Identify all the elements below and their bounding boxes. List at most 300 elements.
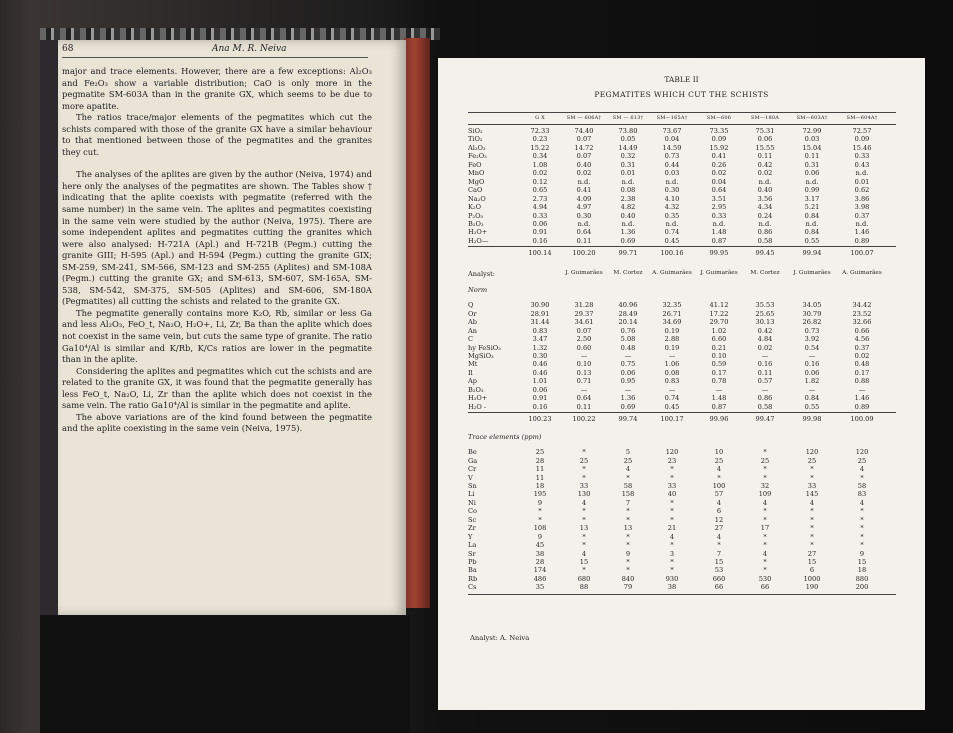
- table-cell: 0.95: [620, 377, 636, 386]
- table-cell: 0.58: [757, 236, 773, 245]
- table-cell: n.d.: [805, 177, 819, 186]
- table-cell: 1.46: [854, 228, 870, 237]
- table-cell: 23.52: [852, 309, 872, 318]
- row-label: La: [468, 541, 477, 550]
- header-rule: [62, 57, 368, 58]
- table-cell: 0.08: [664, 368, 680, 377]
- table-cell: n.d.: [855, 219, 869, 228]
- table-cell: 120: [855, 448, 869, 457]
- table-cell: 99.45: [755, 249, 775, 258]
- table-cell: 660: [712, 574, 726, 583]
- row-label: Ga: [468, 456, 478, 465]
- table-cell: 0.87: [711, 402, 727, 411]
- table-cell: 73.67: [662, 127, 682, 135]
- table-cell: —: [580, 385, 588, 394]
- table-cell: 45: [535, 541, 545, 550]
- row-label: Sr: [468, 549, 476, 558]
- row-label: Be: [468, 448, 477, 457]
- table-cell: 30.13: [755, 318, 775, 327]
- table-cell: 145: [805, 490, 819, 499]
- table-cell: *: [860, 524, 864, 533]
- row-label: Ab: [468, 318, 477, 327]
- row-label: SiO₂: [468, 127, 483, 135]
- table-cell: 1.82: [804, 377, 820, 386]
- table-cell: 30.90: [530, 301, 550, 310]
- table-cell: *: [582, 465, 586, 474]
- table-cell: 4: [762, 498, 768, 507]
- table-cell: 0.91: [532, 228, 548, 237]
- table-cell: 33: [579, 481, 589, 490]
- table-cell: *: [763, 448, 767, 457]
- table-cell: n.d.: [665, 219, 679, 228]
- table-cell: 190: [805, 583, 819, 592]
- table-top-rule: [468, 112, 896, 113]
- table-cell: —: [624, 352, 632, 360]
- table-cell: 0.73: [664, 152, 680, 161]
- table-cell: 14.72: [574, 143, 594, 152]
- table-cell: 4.94: [532, 203, 548, 212]
- table-cell: 0.24: [757, 211, 773, 220]
- table-cell: 5.21: [804, 203, 820, 212]
- right-page: [438, 58, 925, 710]
- table-cell: 53: [714, 566, 724, 575]
- running-author: Ana M. R. Neiva: [212, 44, 287, 54]
- table-cell: 108: [533, 524, 547, 533]
- table-cell: 0.74: [664, 228, 680, 237]
- table-cell: 0.33: [854, 152, 870, 161]
- table-cell: 0.02: [576, 169, 592, 178]
- row-label: C: [468, 335, 474, 344]
- table-cell: 100.14: [528, 249, 552, 258]
- paragraph: The analyses of the aplites are given by the author (Neiva, 1974) and here only the analyses of the pegmatites are shown. The Tables show † indicating that the aplite coexists with pegmatite (referred with the same number) in the same vein. The aplites and pegmatites coexisting in the same vein were studied by the author (Neiva, 1975). There are some independent aplites and pegmatites cutting the granites which were also analysed: H-721A (Apl.) and H-721B (Pegm.) cutting the granite GIII; H-595 (Apl.) and H-594 (Pegm.) cutting the granite GIX; SM-259, SM-241, SM-566, SM-123 and SM-255 (Aplites) and SM-108A (Pegm.) cutting the granite GX; and SM-613, SM-607, SM-165A, SM-538, SM-542, SM-375, SM-505 (Aplites) and SM-606, SM-180A (Pegmatites) all cutting the schists and related to the granite GX.: [62, 169, 372, 307]
- table-cell: 4.34: [757, 203, 773, 212]
- table-cell: 0.37: [854, 211, 870, 220]
- table-cell: 0.41: [711, 152, 727, 161]
- table-cell: 29.37: [574, 309, 594, 318]
- table-cell: n.d.: [855, 169, 869, 178]
- table-cell: 0.16: [804, 360, 820, 369]
- row-label: B₂O₃: [468, 219, 484, 228]
- table-cell: 20.14: [618, 318, 638, 327]
- table-cell: *: [626, 541, 630, 550]
- table-cell: 4: [669, 532, 675, 541]
- table-cell: 25: [623, 456, 633, 465]
- table-cell: 0.19: [664, 343, 680, 352]
- table-cell: 3.17: [804, 194, 820, 203]
- table-cell: 72.33: [530, 127, 550, 135]
- table-cell: *: [670, 515, 674, 524]
- table-cell: 0.32: [620, 152, 636, 161]
- table-cell: 99.98: [802, 415, 822, 424]
- table-cell: 4: [581, 549, 587, 558]
- table-cell: 66: [714, 583, 724, 592]
- table-cell: n.d.: [805, 219, 819, 228]
- table-cell: 0.05: [620, 135, 636, 144]
- row-label: FeO: [468, 160, 482, 169]
- table-cell: 25: [857, 456, 867, 465]
- table-cell: 4: [716, 498, 722, 507]
- table-cell: 0.06: [532, 219, 548, 228]
- row-label: K₂O: [468, 203, 481, 212]
- table-cell: n.d.: [621, 219, 635, 228]
- table-cell: SM—603A†: [796, 115, 828, 121]
- table-cell: 26.82: [802, 318, 822, 327]
- table-cell: *: [763, 541, 767, 550]
- table-cell: *: [670, 558, 674, 566]
- row-label: Cs: [468, 583, 477, 592]
- table-row: [468, 415, 896, 425]
- table-cell: 109: [758, 490, 772, 499]
- row-label: Sc: [468, 515, 477, 524]
- table-cell: *: [763, 473, 767, 482]
- table-cell: 32.66: [852, 318, 872, 327]
- table-cell: 4: [859, 498, 865, 507]
- paragraph: Considering the aplites and pegmatites which cut the schists and are related to the granite GX, it was found that the pegmatite generally has less FeO_t, Na₂O, Li, Zr than the aplite which does not coexist in the same vein. The ratio Ga10⁴/Al is similar in the pegmatite and aplite.: [62, 365, 372, 411]
- table-cell: 88: [579, 583, 589, 592]
- table-cell: *: [582, 448, 586, 457]
- table-row: [468, 270, 896, 280]
- table-cell: 195: [533, 490, 547, 499]
- table-cell: 1.48: [711, 228, 727, 237]
- table-cell: n.d.: [577, 177, 591, 186]
- table-cell: *: [810, 532, 814, 541]
- table-cell: 0.31: [620, 160, 636, 169]
- table-cell: 0.11: [576, 236, 592, 245]
- table-cell: J. Guimarães: [565, 270, 603, 277]
- table-cell: 0.74: [664, 394, 680, 403]
- table-cell: 0.58: [757, 402, 773, 411]
- table-cell: 32.35: [662, 301, 682, 310]
- row-label: Sn: [468, 481, 477, 490]
- table-cell: *: [860, 507, 864, 516]
- table-cell: 6.60: [711, 335, 727, 344]
- table-cell: 73.35: [709, 127, 729, 135]
- table-cell: 12: [714, 515, 724, 524]
- table-cell: 0.31: [804, 160, 820, 169]
- table-cell: 1.02: [711, 326, 727, 335]
- row-label: Co: [468, 507, 478, 516]
- table-cell: 530: [758, 574, 772, 583]
- row-label: Mt: [468, 360, 478, 369]
- table-cell: 18: [857, 566, 867, 575]
- table-cell: 21: [667, 524, 677, 533]
- table-cell: 0.19: [664, 326, 680, 335]
- table-cell: 14.49: [618, 143, 638, 152]
- table-cell: *: [763, 566, 767, 575]
- table-cell: 0.40: [576, 160, 592, 169]
- row-label: Ap: [468, 377, 477, 386]
- table-cell: 100: [712, 481, 726, 490]
- table-cell: 83: [857, 490, 867, 499]
- table-cell: *: [810, 507, 814, 516]
- table-cell: *: [860, 515, 864, 524]
- table-cell: 4: [716, 532, 722, 541]
- table-cell: 33: [667, 481, 677, 490]
- row-label: Fe₂O₃: [468, 152, 487, 161]
- table-cell: n.d.: [758, 177, 772, 186]
- table-cell: 2.50: [576, 335, 592, 344]
- table-cell: 4: [581, 498, 587, 507]
- table-cell: n.d.: [577, 219, 591, 228]
- table-cell: 2.38: [620, 194, 636, 203]
- table-cell: 0.40: [620, 211, 636, 220]
- table-cell: 99.71: [618, 249, 638, 258]
- table-cell: 158: [621, 490, 635, 499]
- table-cell: 15: [579, 558, 589, 566]
- table-cell: 31.44: [530, 318, 550, 327]
- table-cell: *: [860, 532, 864, 541]
- table-row: [468, 249, 896, 259]
- table-cell: 18: [535, 481, 545, 490]
- table-cell: 99.74: [618, 415, 638, 424]
- row-label: Ni: [468, 498, 476, 507]
- table-cell: 0.75: [620, 360, 636, 369]
- table-cell: 74.40: [574, 127, 594, 135]
- table-cell: *: [582, 541, 586, 550]
- section-heading: Trace elements (ppm): [468, 433, 542, 442]
- row-label: B₂O₃: [468, 385, 484, 394]
- table-cell: 3.51: [711, 194, 727, 203]
- table-cell: J. Guimarães: [793, 270, 831, 277]
- table-cell: 0.42: [757, 160, 773, 169]
- table-cell: SM—180A: [750, 115, 780, 121]
- table-cell: 0.07: [576, 326, 592, 335]
- table-cell: 0.55: [804, 402, 820, 411]
- table-cell: 28: [535, 558, 545, 566]
- table-cell: 1.36: [620, 394, 636, 403]
- table-bottom-rule: [468, 594, 896, 595]
- table-cell: *: [626, 558, 630, 566]
- table-cell: 0.40: [757, 186, 773, 195]
- table-cell: *: [670, 566, 674, 575]
- table-cell: 0.66: [854, 326, 870, 335]
- table-cell: *: [626, 566, 630, 575]
- table-cell: 0.06: [620, 368, 636, 377]
- table-cell: 15: [857, 558, 867, 566]
- table-cell: 0.48: [620, 343, 636, 352]
- table-cell: 0.62: [854, 186, 870, 195]
- table-cell: 25: [807, 456, 817, 465]
- table-cell: 25: [714, 456, 724, 465]
- table-cell: *: [582, 515, 586, 524]
- table-cell: 3.47: [532, 335, 548, 344]
- table-cell: 0.41: [576, 186, 592, 195]
- table-cell: 0.69: [620, 402, 636, 411]
- table-cell: 0.23: [532, 135, 548, 144]
- left-shadow: [40, 615, 410, 733]
- table-cell: 0.12: [532, 177, 548, 186]
- table-cell: 99.95: [709, 249, 729, 258]
- table-cell: *: [860, 541, 864, 550]
- table-cell: 0.54: [804, 343, 820, 352]
- paragraph: major and trace elements. However, there are a few exceptions: Al₂O₃ and Fe₂O₃ show a variable distribution; CaO is only more in the pegmatite SM-603A than in the granite GX, which seems to be due to more apatite.: [62, 66, 372, 111]
- table-cell: 15: [807, 558, 817, 566]
- table-cell: *: [763, 558, 767, 566]
- table-cell: 79: [623, 583, 633, 592]
- table-cell: 4.82: [620, 203, 636, 212]
- table-cell: 0.35: [664, 211, 680, 220]
- table-cell: *: [763, 507, 767, 516]
- table-cell: 34.05: [802, 301, 822, 310]
- table-cell: 0.88: [854, 377, 870, 386]
- row-label: An: [468, 326, 478, 335]
- table-cell: 7: [625, 498, 631, 507]
- row-label: Or: [468, 309, 477, 318]
- table-cell: 0.46: [532, 360, 548, 369]
- table-cell: 0.46: [532, 368, 548, 377]
- table-cell: 100.17: [660, 415, 684, 424]
- table-cell: 100.07: [850, 249, 874, 258]
- table-cell: 0.26: [711, 160, 727, 169]
- table-cell: 3.98: [854, 203, 870, 212]
- table-cell: 0.48: [854, 360, 870, 369]
- table-cell: 0.76: [620, 326, 636, 335]
- table-cell: 0.87: [711, 236, 727, 245]
- table-cell: 23: [667, 456, 677, 465]
- table-cell: *: [626, 515, 630, 524]
- table-cell: 11: [535, 465, 545, 474]
- table-cell: 28: [535, 456, 545, 465]
- table-cell: 15.92: [709, 143, 729, 152]
- table-cell: 1.01: [532, 377, 548, 386]
- table-cell: SM—606: [706, 115, 732, 121]
- table-cell: 100.22: [572, 415, 596, 424]
- table-cell: 174: [533, 566, 547, 575]
- table-cell: 100.20: [572, 249, 596, 258]
- table-cell: *: [810, 541, 814, 550]
- table-cell: —: [668, 385, 676, 394]
- table-cell: 1000: [803, 574, 821, 583]
- paragraph: The above variations are of the kind found between the pegmatite and the aplite coexisting in the same vein (Neiva, 1975).: [62, 411, 372, 434]
- table-title: PEGMATITES WHICH CUT THE SCHISTS: [594, 90, 769, 99]
- table-cell: *: [860, 473, 864, 482]
- row-label: CaO: [468, 186, 483, 195]
- row-label: H₂O—: [468, 236, 489, 245]
- table-number: TABLE II: [664, 75, 699, 84]
- table-cell: *: [810, 515, 814, 524]
- table-cell: 2.88: [664, 335, 680, 344]
- table-cell: —: [808, 385, 816, 394]
- table-cell: *: [626, 532, 630, 541]
- row-label: Rb: [468, 574, 478, 583]
- table-cell: 31.28: [574, 301, 594, 310]
- table-cell: 34.42: [852, 301, 872, 310]
- table-cell: 4.10: [664, 194, 680, 203]
- table-cell: 0.03: [804, 135, 820, 144]
- table-cell: —: [808, 352, 816, 360]
- row-label: V: [468, 473, 473, 482]
- table-cell: 5: [625, 448, 631, 457]
- table-cell: 1.46: [854, 394, 870, 403]
- row-label: H₂O+: [468, 228, 488, 237]
- table-cell: —: [858, 385, 866, 394]
- table-cell: 9: [537, 498, 543, 507]
- table-cell: 680: [577, 574, 591, 583]
- table-cell: 0.33: [711, 211, 727, 220]
- left-cover-edge: [40, 40, 58, 640]
- table-cell: 120: [665, 448, 679, 457]
- table-cell: 0.33: [532, 211, 548, 220]
- section-heading: Norm: [468, 286, 488, 295]
- table-cell: 0.06: [532, 385, 548, 394]
- table-cell: 28.91: [530, 309, 550, 318]
- table-cell: 2.73: [532, 194, 548, 203]
- table-cell: 0.42: [757, 326, 773, 335]
- table-cell: —: [668, 352, 676, 360]
- table-cell: *: [670, 507, 674, 516]
- table-cell: 25: [535, 448, 545, 457]
- table-cell: 3.56: [757, 194, 773, 203]
- table-cell: 32: [760, 481, 770, 490]
- table-cell: 0.04: [664, 135, 680, 144]
- table-cell: n.d.: [665, 177, 679, 186]
- table-cell: 72.57: [852, 127, 872, 135]
- table-cell: n.d.: [621, 177, 635, 186]
- table-cell: 34.69: [662, 318, 682, 327]
- page-number: 68: [62, 44, 74, 54]
- table-cell: *: [717, 541, 721, 550]
- table-cell: SM — 613†: [612, 115, 644, 121]
- table-cell: 41.12: [709, 301, 729, 310]
- table-cell: 120: [805, 448, 819, 457]
- table-cell: 25.65: [755, 309, 775, 318]
- table-cell: 29.70: [709, 318, 729, 327]
- table-cell: 0.43: [854, 160, 870, 169]
- table-cell: —: [624, 385, 632, 394]
- table-cell: *: [626, 473, 630, 482]
- table-cell: 0.65: [532, 186, 548, 195]
- table-cell: A. Guimarães: [842, 270, 882, 277]
- table-cell: 0.10: [711, 352, 727, 360]
- table-cell: 0.17: [854, 368, 870, 377]
- table-cell: 0.03: [664, 169, 680, 178]
- table-cell: 0.84: [804, 228, 820, 237]
- row-label: Analyst:: [468, 270, 496, 279]
- table-cell: *: [582, 566, 586, 575]
- table-cell: —: [715, 385, 723, 394]
- table-cell: G X: [535, 115, 545, 121]
- table-cell: 4.84: [757, 335, 773, 344]
- table-cell: 0.02: [532, 169, 548, 178]
- table-cell: 75.31: [755, 127, 775, 135]
- table-cell: *: [717, 473, 721, 482]
- table-cell: 15.22: [530, 143, 550, 152]
- table-cell: 15.04: [802, 143, 822, 152]
- trace-analyst-note: Analyst: A. Neiva: [470, 634, 530, 642]
- table-cell: 0.89: [854, 402, 870, 411]
- row-label: Pb: [468, 558, 477, 566]
- table-cell: 486: [533, 574, 547, 583]
- paragraph: The ratios trace/major elements of the pegmatites which cut the schists compared with those of the granite GX have a similar behaviour to that mentioned between those of the pegmatites and the granites they cut.: [62, 112, 372, 157]
- table-cell: 0.10: [576, 360, 592, 369]
- table-cell: 0.16: [532, 236, 548, 245]
- table-cell: 100.23: [528, 415, 552, 424]
- table-cell: *: [763, 532, 767, 541]
- table-cell: 0.11: [804, 152, 820, 161]
- table-cell: *: [810, 524, 814, 533]
- table-cell: 0.37: [854, 343, 870, 352]
- table-cell: 0.01: [620, 169, 636, 178]
- table-cell: 0.06: [804, 368, 820, 377]
- table-cell: 9: [537, 532, 543, 541]
- table-cell: M. Cortez: [613, 270, 643, 277]
- table-cell: 0.09: [711, 135, 727, 144]
- table-cell: 40: [667, 490, 677, 499]
- table-cell: 4: [625, 465, 631, 474]
- table-cell: 17: [760, 524, 770, 533]
- table-cell: 0.02: [757, 169, 773, 178]
- table-cell: 130: [577, 490, 591, 499]
